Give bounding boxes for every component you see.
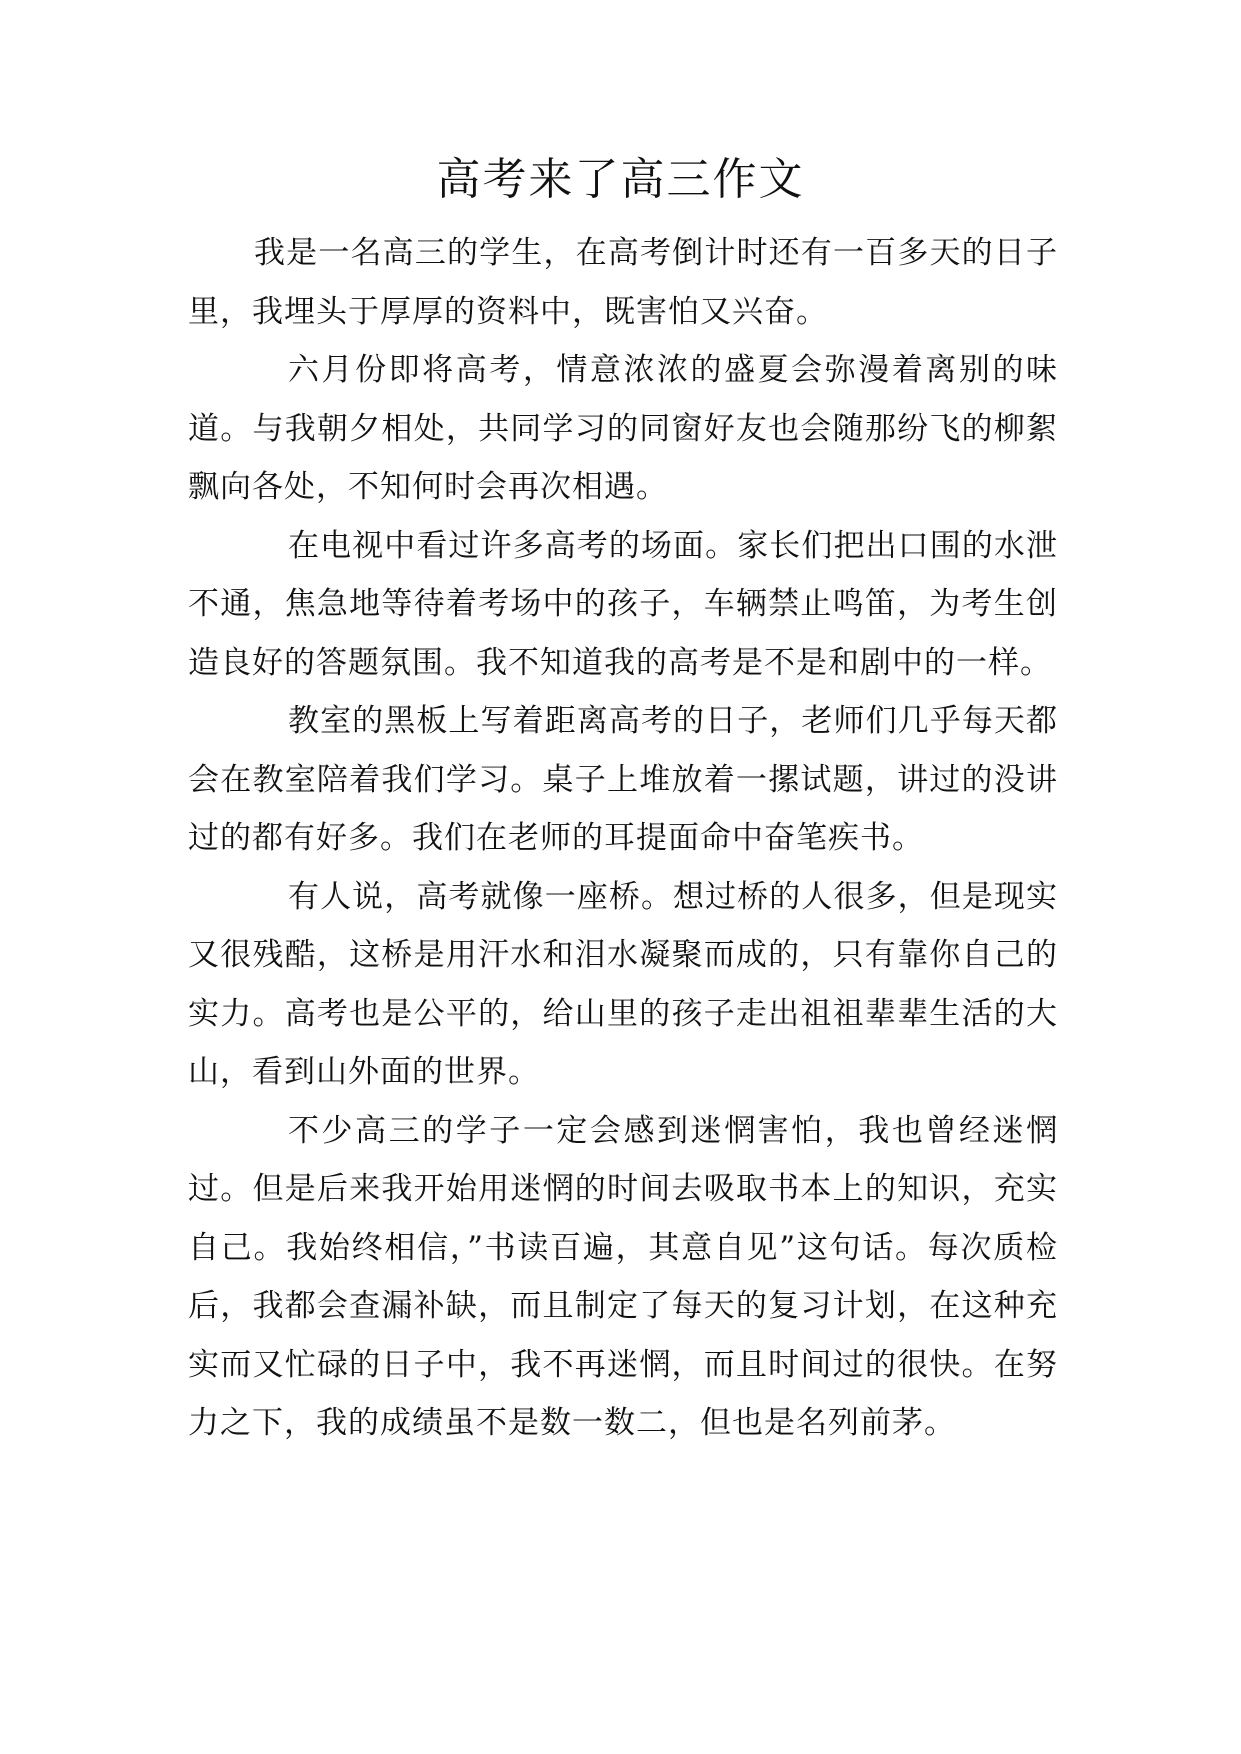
paragraph-3: 在电视中看过许多高考的场面。家长们把出口围的水泄不通，焦急地等待着考场中的孩子，车辆禁止鸣笛，为考生创造良好的答题氛围。我不知道我的高考是不是和剧中的一样。: [188, 527, 1058, 681]
document-body: [188, 224, 1058, 1453]
paragraph-1: 我是一名高三的学生，在高考倒计时还有一百多天的日子里，我埋头于厚厚的资料中，既害怕又兴奋。: [188, 235, 1058, 330]
paragraph-4: 教室的黑板上写着距离高考的日子，老师们几乎每天都会在教室陪着我们学习。桌子上堆放着一摞试题，讲过的没讲过的都有好多。我们在老师的耳提面命中奋笔疾书。: [188, 703, 1058, 856]
paragraph-6: 不少高三的学子一定会感到迷惘害怕，我也曾经迷惘过。但是后来我开始用迷惘的时间去吸取书本上的知识，充实自己。我始终相信，”书读百遍，其意自见”这句话。每次质检后，我都会查漏补缺，而且制定了每天的复习计划，在这种充实而又忙碌的日子中，我不再迷惘，而且时间过的很快。在努力之下，我的成绩虽不是数一数二，但也是名列前茅。: [188, 1112, 1058, 1441]
document-title: 高考来了高三作文: [436, 154, 805, 205]
paragraph-5: 有人说，高考就像一座桥。想过桥的人很多，但是现实又很残酷，这桥是用汗水和泪水凝聚而成的，只有靠你自己的实力。高考也是公平的，给山里的孩子走出祖祖辈辈生活的大山，看到山外面的世界。: [188, 878, 1058, 1090]
paragraph-2: 六月份即将高考，情意浓浓的盛夏会弥漫着离别的味道。与我朝夕相处，共同学习的同窗好友也会随那纷飞的柳絮飘向各处，不知何时会再次相遇。: [188, 352, 1058, 505]
